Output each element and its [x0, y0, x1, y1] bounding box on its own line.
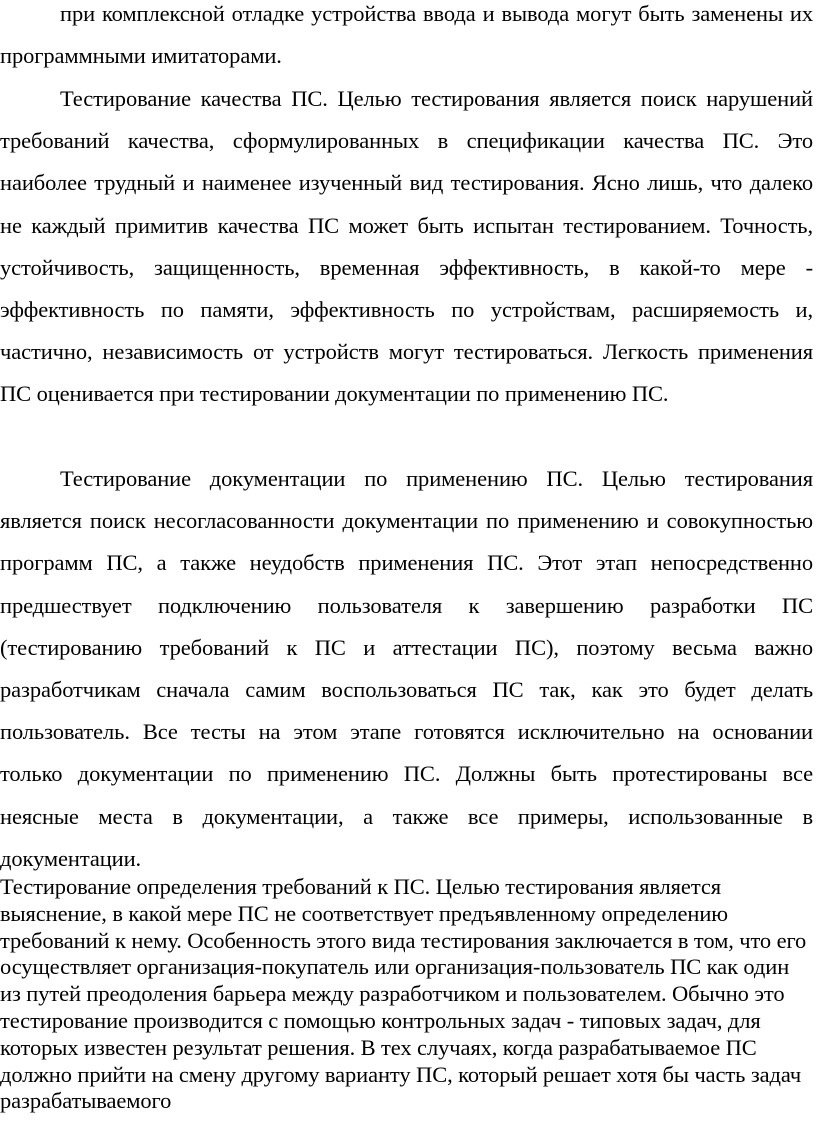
paragraph-requirements-testing: Тестирование определения требований к ПС. Целью тестирования является выяснение, в какой мере ПС не соответствует предъявленному определению требований к нему. Особенность этого вида тестирования заключается в том, что его осуществляет организация-покупатель или организация-пользователь ПС как один из путей преодоления барьера между разработчиком и пользователем. Обычно это тестирование производится с помощью контрольных задач - типовых задач, для которых известен результат решения. В тех случаях, когда разрабатываемое ПС должно прийти на смену другому варианту ПС, который решает хотя бы часть задач разрабатываемого [0, 874, 807, 1114]
paragraph-emulators: при комплексной отладке устройства ввода и вывода могут быть заменены их программными имитаторами. [0, 1, 813, 69]
paragraph-quality-testing: Тестирование качества ПС. Целью тестирования является поиск нарушений требований качества, сформулированных в спецификации качества ПС. Это наиболее трудный и наименее изученный вид тестирования. Ясно лишь, что далеко не каждый примитив качества ПС может быть испытан тестированием. Точность, устойчивость, защищенность, временная эффективность, в какой-то мере - эффективность по памяти, эффективность по устройствам, расширяемость и, частично, независимость от устройств могут тестироваться. Легкость применения ПС оценивается при тестировании документации по применению ПС. [0, 86, 813, 407]
paragraph-documentation-testing: Тестирование документации по применению ПС. Целью тестирования является поиск несогласованности документации по применению и совокупностью программ ПС, а также неудобств применения ПС. Этот этап непосредственно предшествует подключению пользователя к завершению разработки ПС (тестированию требований к ПС и аттестации ПС), поэтому весьма важно разработчикам сначала самим воспользоваться ПС так, как это будет делать пользователь. Все тесты на этом этапе готовятся исключительно на основании только документации по применению ПС. Должны быть протестированы все неясные места в документации, а также все примеры, использованные в документации. [0, 466, 813, 871]
